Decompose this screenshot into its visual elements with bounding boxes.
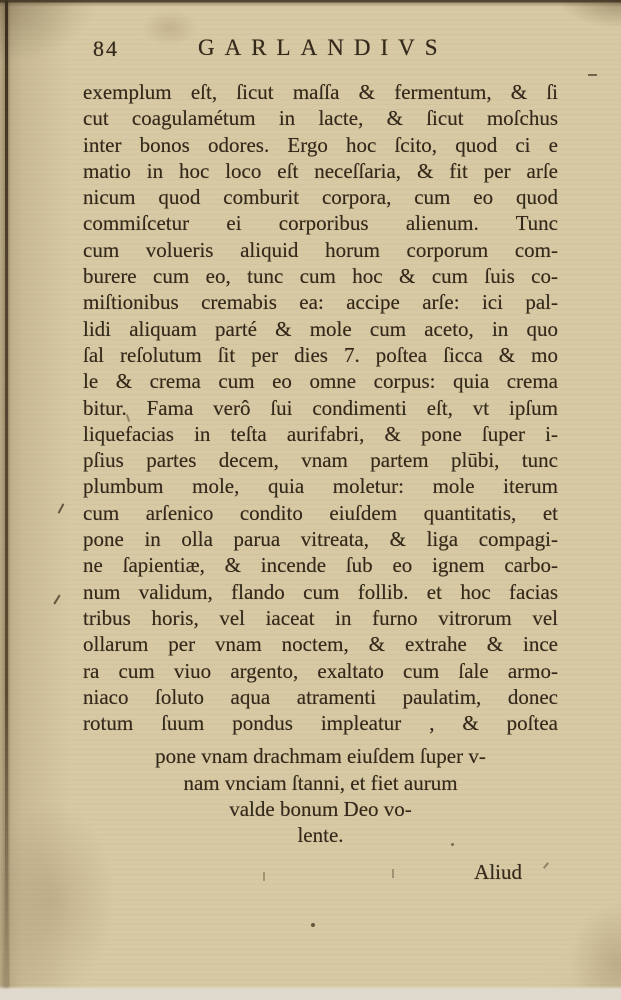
ink-speck: [392, 869, 394, 878]
text-line: ſal reſolutum ſit per dies 7. poſtea ſicca & mo: [83, 342, 558, 367]
text-line: num validum, flando cum follib. et hoc facias: [83, 579, 558, 604]
text-line: lidi aliquam parté & mole cum aceto, in quo: [83, 316, 558, 341]
ink-speck: [58, 503, 65, 514]
running-title: GARLANDIVS: [198, 35, 448, 60]
ink-speck: [53, 594, 61, 604]
text-line: bitur. Fama verô ſui condimenti eſt, vt ipſum: [83, 395, 558, 420]
ink-speck: [311, 923, 315, 927]
text-line: cum arſenico condito eiuſdem quantitatis, et: [83, 500, 558, 525]
text-line: cum volueris aliquid horum corporum com-: [83, 237, 558, 262]
ink-speck: [263, 872, 265, 881]
catchword: Aliud: [474, 860, 522, 884]
text-line: pſius partes decem, vnam partem plūbi, tunc: [83, 448, 558, 473]
text-line: cut coagulamétum in lacte, & ſicut moſchus: [83, 106, 558, 131]
text-line: commiſcetur ei corporibus alienum. Tunc: [83, 211, 558, 236]
text-line: miſtionibus cremabis ea: accipe arſe: ici pal-: [83, 290, 558, 315]
text-line: plumbum mole, quia moletur: mole iterum: [83, 474, 558, 499]
text-line: inter bonos odores. Ergo hoc ſcito, quod ci e: [83, 132, 558, 157]
ink-speck: [543, 862, 549, 869]
text-line-tail: pone vnam drachmam eiuſdem ſuper v-: [155, 744, 486, 769]
text-line: ollarum per vnam noctem, & extrahe & ince: [83, 632, 558, 657]
text-line: nicum quod comburit corpora, cum eo quod: [83, 185, 558, 210]
ink-speck: [588, 74, 597, 76]
text-line: le & crema cum eo omne corpus: quia crema: [83, 369, 558, 394]
text-line: tribus horis, vel iaceat in furno vitrorum vel: [83, 605, 558, 630]
page-number: 84: [93, 36, 119, 61]
ink-speck: [451, 843, 454, 846]
text-line-tail: valde bonum Deo vo-: [229, 797, 412, 822]
text-line: matio in hoc loco eſt neceſſaria, & fit per arſe: [83, 158, 558, 183]
text-line: burere cum eo, tunc cum hoc & cum ſuis co-: [83, 264, 558, 289]
text-line: ne ſapientiæ, & incende ſub eo ignem carbo-: [83, 553, 558, 578]
text-line: niaco ſoluto aqua atramenti paulatim, donec: [83, 684, 558, 709]
body-text: [83, 79, 558, 849]
text-line-tail: lente.: [297, 823, 344, 848]
text-line: pone in olla parua vitreata, & liga compagi-: [83, 527, 558, 552]
text-line-tail: nam vnciam ſtanni, et fiet aurum: [183, 770, 458, 795]
text-line: rotum ſuum pondus impleatur , & poſtea: [83, 711, 558, 736]
text-line: ra cum viuo argento, exaltato cum ſale armo-: [83, 658, 558, 683]
page-gutter-edge: [5, 0, 8, 988]
text-line: exemplum eſt, ſicut maſſa & fermentum, & ſi: [83, 80, 558, 104]
text-line: liquefacias in teſta aurifabri, & pone ſuper i-: [83, 421, 558, 446]
